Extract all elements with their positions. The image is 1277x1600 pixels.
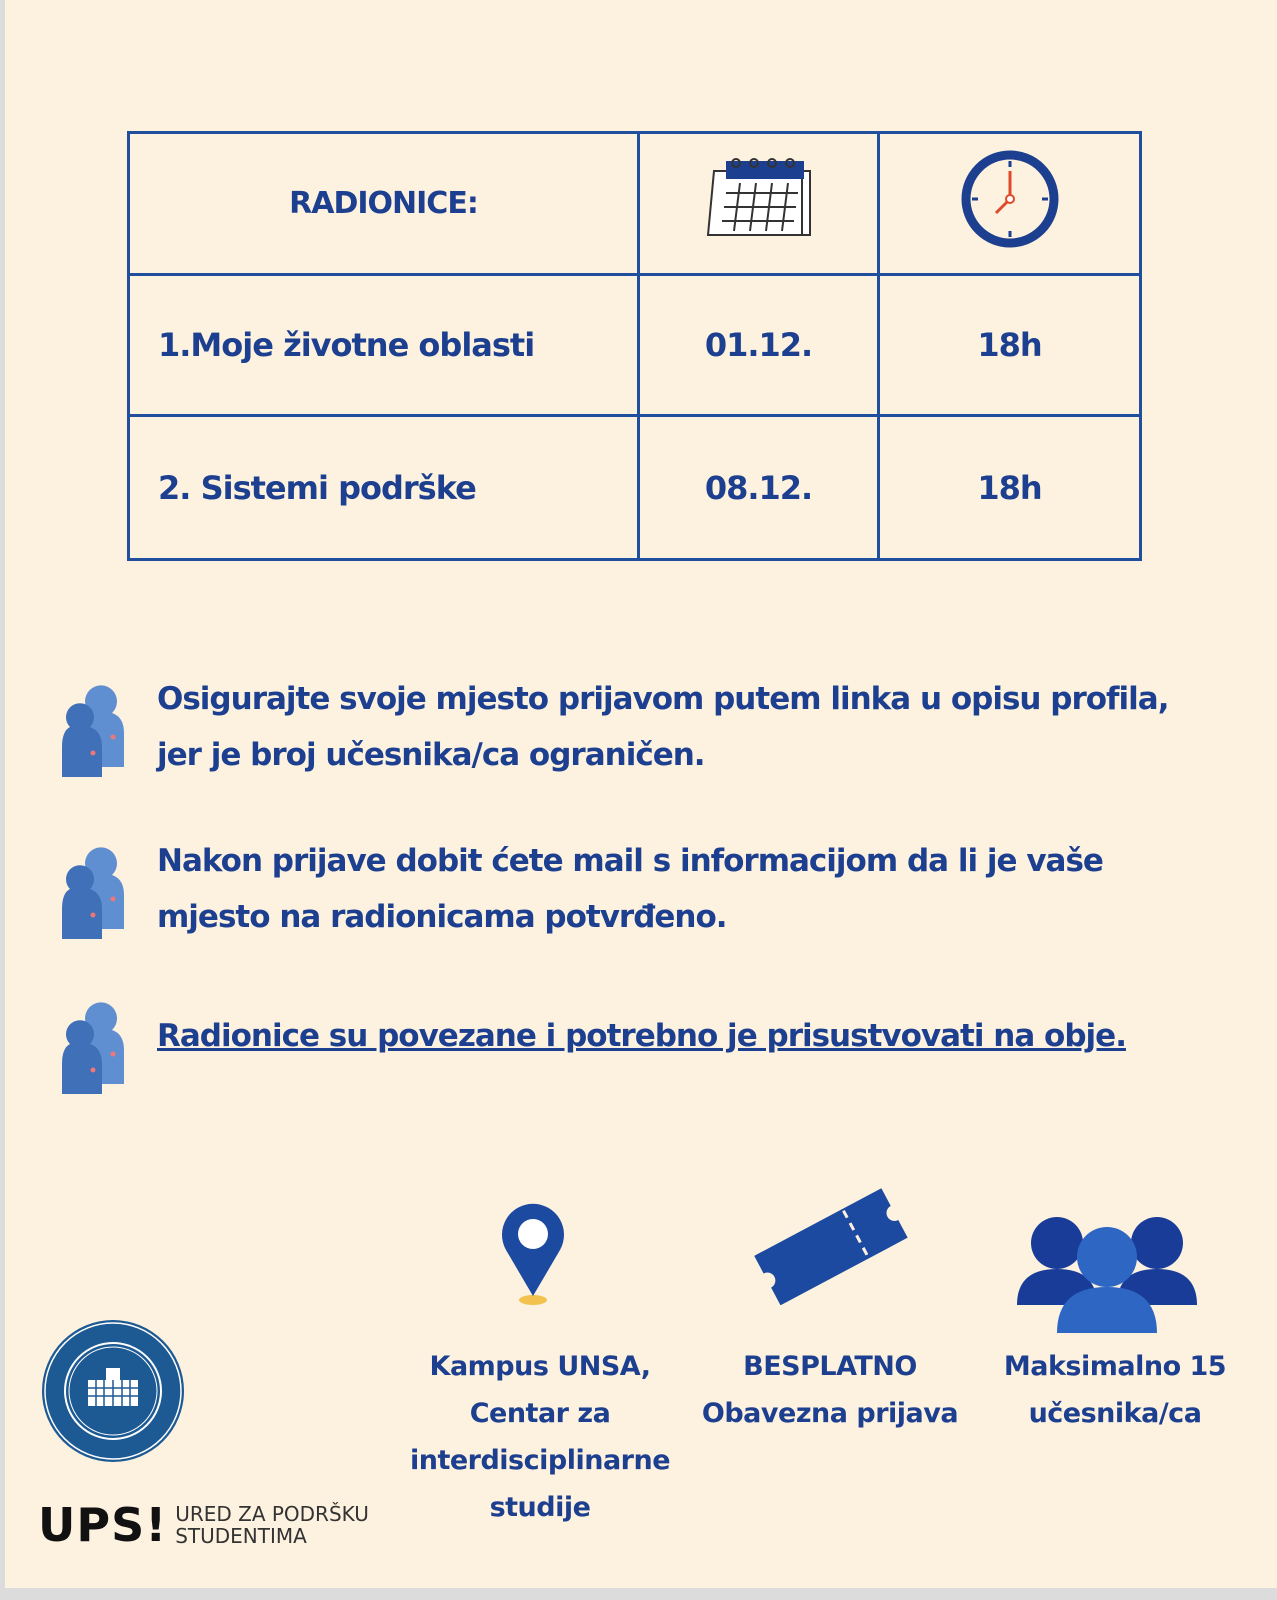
group-icon bbox=[1017, 1215, 1197, 1335]
workshop-title: 1.Moje životne oblasti bbox=[129, 274, 639, 416]
workshop-time: 18h bbox=[879, 274, 1141, 416]
people-icon bbox=[60, 845, 130, 941]
calendar-icon bbox=[639, 133, 879, 275]
header-radionice: RADIONICE: bbox=[129, 133, 639, 275]
people-icon bbox=[60, 1000, 130, 1096]
workshop-time: 18h bbox=[879, 416, 1141, 560]
note-text: Osigurajte svoje mjesto prijavom putem linka u opisu profila, jer je broj učesnika/ca ograničen. bbox=[157, 681, 1169, 773]
feature-price: BESPLATNO Obavezna prijava bbox=[701, 1351, 959, 1429]
clock-icon bbox=[879, 133, 1141, 275]
schedule-table bbox=[127, 131, 1142, 561]
note-attendance bbox=[60, 1000, 1126, 1096]
note-text: Nakon prijave dobit ćete mail s informacijom da li je vaše mjesto na radionicama potvrđeno. bbox=[157, 843, 1103, 935]
note-text: Radionice su povezane i potrebno je prisustvovati na obje. bbox=[157, 1018, 1126, 1054]
table-header-row bbox=[129, 133, 1141, 275]
university-seal-logo bbox=[40, 1318, 186, 1464]
feature-location: Kampus UNSA, Centar za interdisciplinarne studije bbox=[409, 1351, 671, 1523]
workshop-title: 2. Sistemi podrške bbox=[129, 416, 639, 560]
table-row bbox=[129, 274, 1141, 416]
feature-capacity: Maksimalno 15 učesnika/ca bbox=[1003, 1351, 1227, 1429]
note-confirmation bbox=[60, 843, 1103, 941]
ups-logo: UPS! URED ZA PODRŠKU STUDENTIMA bbox=[38, 1498, 369, 1552]
ticket-icon bbox=[750, 1185, 910, 1305]
people-icon bbox=[60, 683, 130, 779]
workshop-date: 01.12. bbox=[639, 274, 879, 416]
table-row bbox=[129, 416, 1141, 560]
note-registration bbox=[60, 681, 1169, 779]
workshop-date: 08.12. bbox=[639, 416, 879, 560]
location-pin-icon bbox=[498, 1198, 568, 1308]
